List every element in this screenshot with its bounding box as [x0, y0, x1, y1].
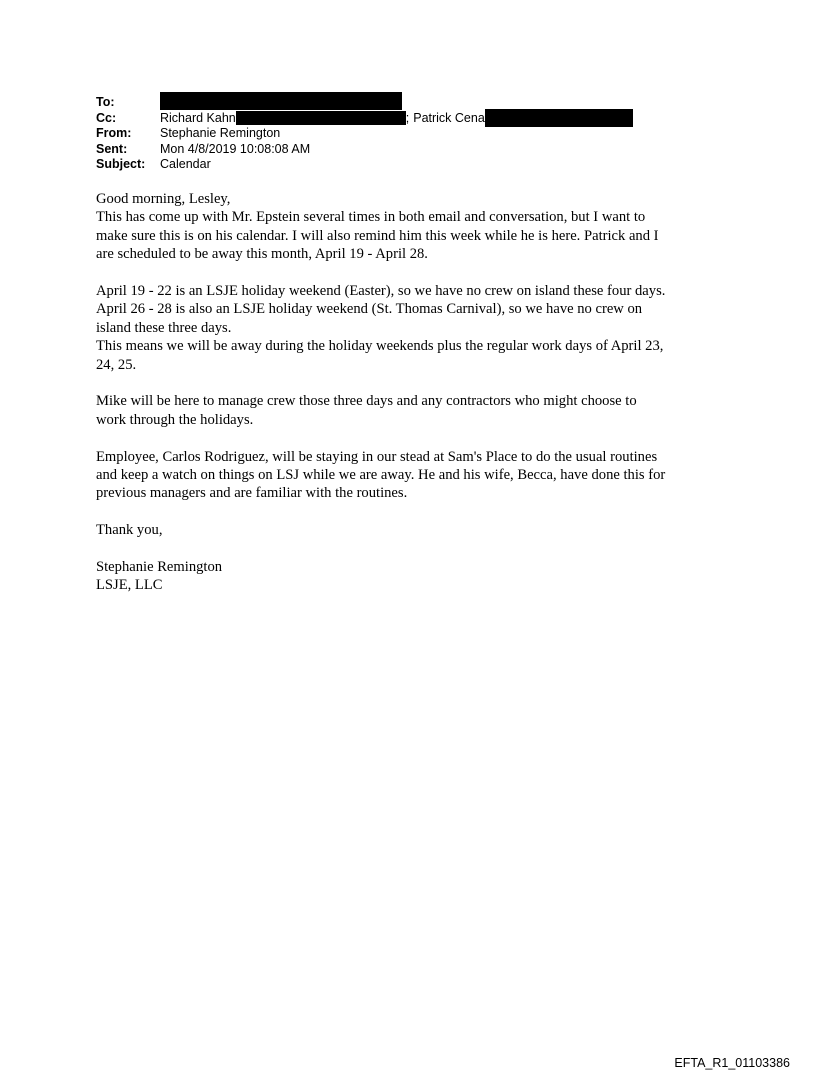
text-line: are scheduled to be away this month, April 19 - April 28.	[96, 246, 428, 263]
signature	[96, 558, 736, 595]
text-line: island these three days.	[96, 319, 232, 336]
sent-row	[96, 142, 633, 158]
text-line: This means we will be away during the holiday weekends plus the regular work days of April 23,	[96, 338, 664, 355]
cc-value	[160, 109, 633, 127]
text-line: 24, 25.	[96, 356, 137, 373]
paragraph-1	[96, 208, 736, 263]
email-header	[96, 95, 633, 173]
paragraph-3	[96, 392, 736, 429]
text-line: and keep a watch on things on LSJ while we are away. He and his wife, Becca, have done this for	[96, 467, 666, 484]
email-body	[96, 190, 736, 613]
text-line: This has come up with Mr. Epstein several times in both email and conversation, but I want to	[96, 209, 646, 226]
text-line: Employee, Carlos Rodriguez, will be staying in our stead at Sam's Place to do the usual routines	[96, 448, 658, 465]
greeting	[96, 190, 736, 208]
cc-name-patrick: Patrick Cena	[413, 110, 485, 125]
cc-row	[96, 111, 633, 127]
sent-label: Sent:	[96, 141, 128, 156]
text-line: make sure this is on his calendar. I will also remind him this week while he is here. Patrick and I	[96, 227, 659, 244]
text-line: previous managers and are familiar with the routines.	[96, 485, 408, 502]
text-line: April 19 - 22 is an LSJE holiday weekend (Easter), so we have no crew on island these four days.	[96, 283, 666, 300]
text-line: work through the holidays.	[96, 411, 254, 428]
cc-label: Cc:	[96, 110, 117, 125]
paragraph-2	[96, 282, 736, 374]
to-row	[96, 95, 633, 111]
redaction-box	[485, 109, 633, 127]
subject-value: Calendar	[160, 157, 211, 171]
sent-value: Mon 4/8/2019 10:08:08 AM	[160, 141, 311, 156]
to-value	[160, 96, 402, 110]
document-id: EFTA_R1_01103386	[674, 1056, 790, 1070]
from-row	[96, 126, 633, 142]
text-line: April 26 - 28 is also an LSJE holiday weekend (St. Thomas Carnival), so we have no crew on	[96, 301, 643, 318]
cc-separator: ;	[405, 110, 410, 125]
from-label: From:	[96, 126, 132, 140]
subject-label: Subject:	[96, 157, 146, 171]
greeting-line: Good morning, Lesley,	[96, 191, 231, 207]
signature-name: Stephanie Remington	[96, 559, 223, 576]
paragraph-4	[96, 448, 736, 503]
to-label: To:	[96, 95, 115, 109]
redaction-box	[236, 111, 406, 125]
closing-line: Thank you,	[96, 522, 163, 539]
text-line: Mike will be here to manage crew those three days and any contractors who might choose to	[96, 393, 637, 410]
closing	[96, 521, 736, 539]
from-value: Stephanie Remington	[160, 126, 281, 140]
subject-row	[96, 157, 633, 173]
redaction-box	[160, 92, 402, 110]
signature-company: LSJE, LLC	[96, 577, 163, 594]
cc-name-richard: Richard Kahn	[160, 110, 236, 125]
